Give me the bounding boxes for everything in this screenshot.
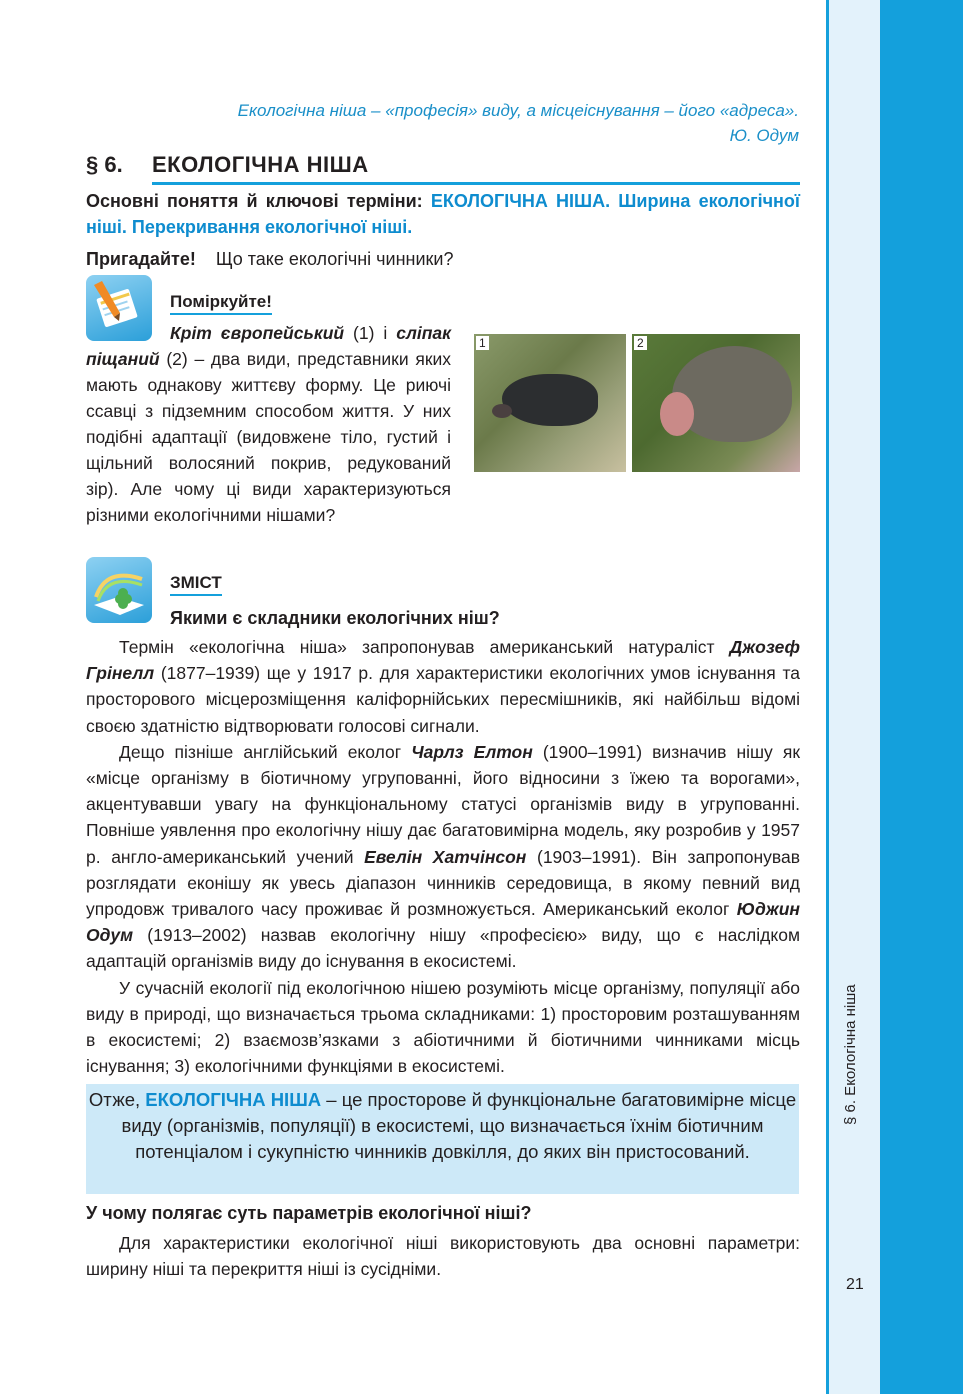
sidebar-blue-band	[880, 0, 963, 1394]
paragraph: Для характеристики екологічної ніші використовують два основні параметри: ширину ніші та перекриття ніші із сусідніми.	[86, 1233, 800, 1280]
mole-snout	[492, 404, 512, 418]
text-span: Отже,	[88, 1089, 146, 1110]
mole-figure	[502, 374, 598, 426]
content-subheading: Якими є складники екологічних ніш?	[170, 608, 500, 628]
text-span: (1877–1939) ще у 1917 р. для характеристики екологічних умов існування та просторового місцерозміщення каліфорнійських пересмішників, які найбільш відомі своєю здатністю відтворювати голосові сигнали.	[86, 663, 800, 736]
text-span: (1900–1991) визначив нішу як «місце організму в біотичному угрупованні, його відносини з їжею та ворогами», акцентувавши увагу на функціональному статусі організмів виду в угрупованні. Повніше уявлення про екологічну нішу дає багатовимірна модель, яку розробив у 1957 р. англо-американський учений	[86, 741, 800, 867]
think-paragraph	[86, 320, 451, 528]
epigraph-quote: Екологічна ніша – «професія» виду, а місцеіснування – його «адреса».	[237, 101, 799, 120]
person-name: Евелін Хатчінсон	[364, 846, 527, 867]
blind-mole-rat-photo	[632, 334, 800, 472]
text-span: Термін «екологічна ніша» запропонував американський натураліст	[119, 637, 730, 657]
book-clover-icon	[86, 557, 152, 623]
epigraph	[238, 98, 799, 148]
paragraph: У сучасній екології під екологічною нішею розуміють місце організму, популяції або виду в природі, що визначається трьома складниками: 1) просторовим розташуванням в екосистемі; 2) взаємозв’язками з абіотичними й біотичними чинниками місць існування; 3) екологічними функціями в екосистемі.	[86, 977, 800, 1077]
key-terms	[86, 188, 800, 240]
sidebar-light-band	[826, 0, 880, 1394]
species-name-2: сліпак піщаний	[86, 323, 451, 369]
think-heading: Поміркуйте!	[170, 292, 272, 315]
content-body	[86, 634, 800, 1079]
title-underline	[152, 182, 800, 185]
recall-text: Що таке екологічні чинники?	[215, 249, 454, 269]
key-terms-list: ЕКОЛОГІЧНА НІША. Ширина екологічної ніші. Перекривання екологічної ніші.	[86, 191, 800, 237]
section-title-row	[86, 152, 800, 186]
content-heading: ЗМІСТ	[170, 573, 222, 596]
sidebar-rule	[826, 0, 829, 1394]
person-name: Юджин Одум	[86, 899, 800, 946]
page-number: 21	[846, 1276, 864, 1293]
person-name: Джозеф Грінелл	[86, 637, 800, 684]
definition-text	[86, 1087, 799, 1165]
key-terms-label: Основні поняття й ключові терміни:	[86, 191, 423, 211]
mole-rat-snout	[660, 392, 694, 436]
person-name: Чарлз Елтон	[411, 741, 533, 762]
paragraph	[86, 634, 800, 739]
page-title: ЕКОЛОГІЧНА НІША	[152, 152, 369, 177]
text-span: (1903–1991). Він запропонував розглядати еконішу як увесь діапазон чинників середовища, в якому певний вид упродовж тривалого часу проживає й розмножується. Американський еколог	[86, 846, 800, 920]
species-name-1: Кріт європейський	[170, 323, 345, 343]
photo-number: 2	[634, 336, 647, 350]
text-span: (1913–2002) назвав екологічну нішу «професією» виду, що є наслідком адаптацій організмів виду до існування в екосистемі.	[86, 925, 800, 972]
epigraph-author: Ю. Одум	[729, 126, 799, 145]
mole-photo	[474, 334, 626, 472]
paragraph	[86, 739, 800, 975]
defined-term: ЕКОЛОГІЧНА НІША	[145, 1089, 322, 1110]
definition-box	[86, 1084, 799, 1194]
content-book-icon	[86, 557, 152, 623]
running-header: § 6. Екологічна ніша	[842, 984, 859, 1125]
text-span: Дещо пізніше англійський еколог	[119, 741, 412, 762]
section2-body	[86, 1230, 800, 1282]
think-text-part: (2) – два види, представники яких мають однакову життєву форму. Це риючі ссавці з підземним способом життя. У них подібні адаптації (видовжене тіло, густий і щільний волосяний покрив, редукований зір). Але чому ці види характеризуються різними екологічними нішами?	[86, 349, 451, 525]
photo-number: 1	[476, 336, 489, 350]
think-text-part: (1) і	[344, 323, 397, 343]
section2-heading: У чому полягає суть параметрів екологічної ніші?	[86, 1203, 532, 1223]
recall-question	[86, 246, 453, 272]
section-number: § 6.	[86, 152, 123, 177]
recall-label: Пригадайте!	[86, 249, 196, 269]
text-span: – це просторове й функціональне багатовимірне місце виду (організмів, популяції) в екосистемі, що визначається їхнім біотичним потенціалом і сукупністю чинників довкілля, до яких він пристосований.	[121, 1089, 797, 1162]
